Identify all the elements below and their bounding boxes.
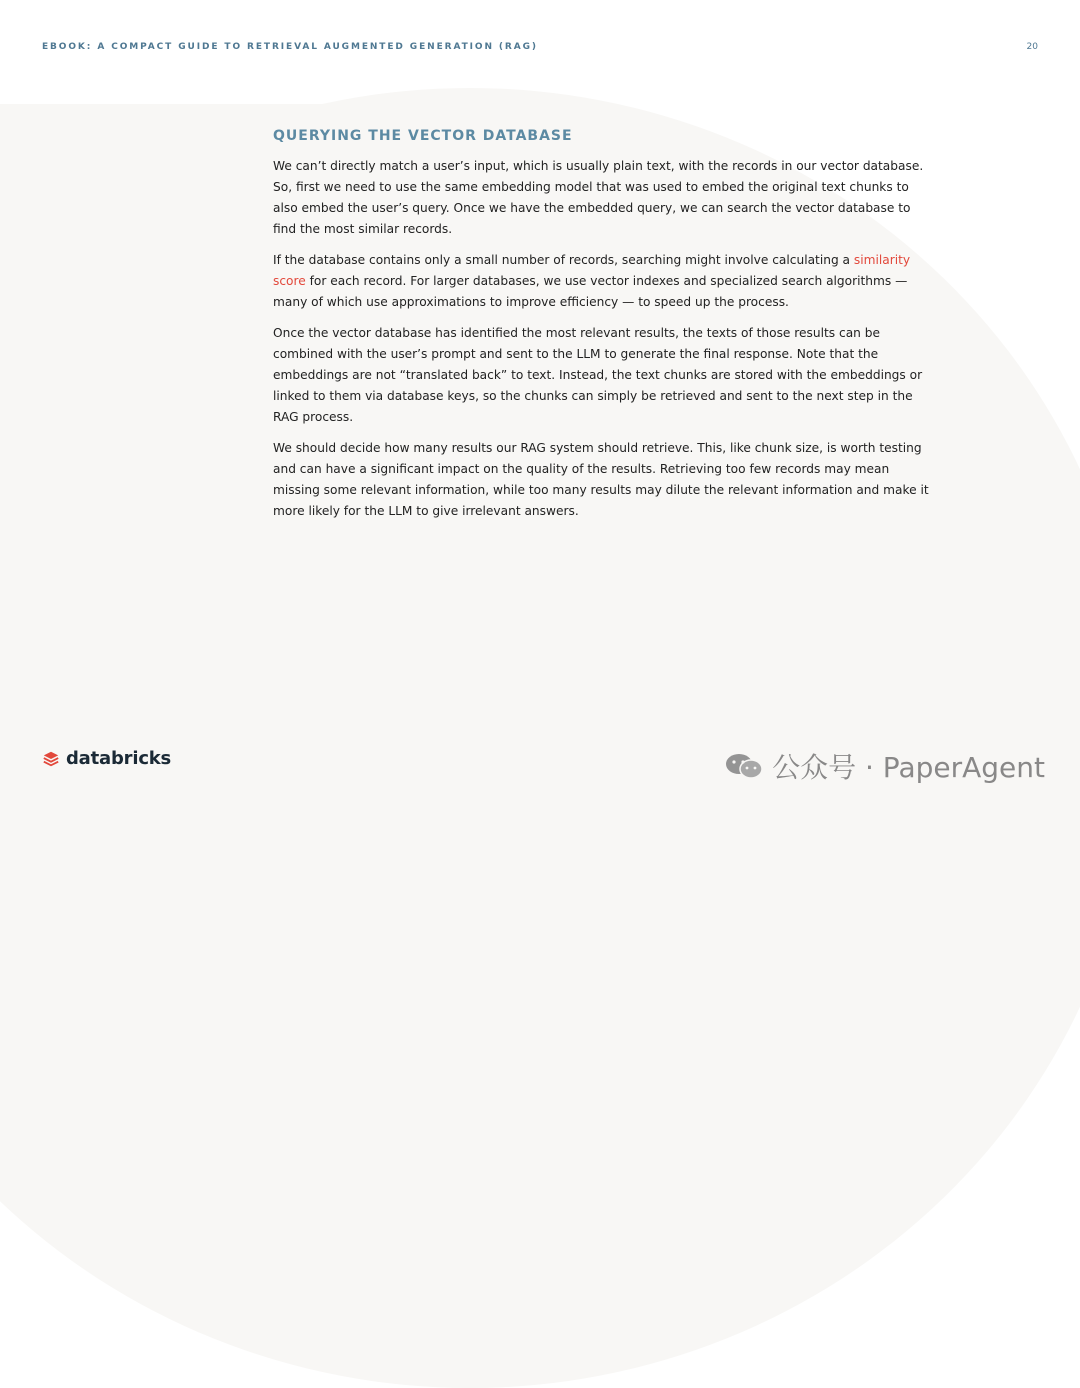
paragraph-4: We should decide how many results our RAG system should retrieve. This, like chunk size, is worth testing and can have a significant impact on the quality of the results. Retrieving too few records may mean missing some relevant information, while too many results may dilute the relevant information and make it more likely for the LLM to give irrelevant answers. (273, 441, 929, 518)
logo-text: databricks (66, 748, 172, 769)
similarity-score-link[interactable]: similarity score (273, 253, 911, 288)
section-title: QUERYING THE VECTOR DATABASE (273, 128, 573, 144)
paragraph-2 (273, 250, 933, 313)
paragraph-3: Once the vector database has identified the most relevant results, the texts of those results can be combined with the user’s prompt and sent to the LLM to generate the final response. Note that the embeddings are not “translated back” to text. Instead, the text chunks are stored with the embeddings or linked to them via database keys, so the chunks can simply be retrieved and sent to the next step in the RAG process. (273, 326, 923, 424)
paragraph-1: We can’t directly match a user’s input, which is usually plain text, with the records in our vector database. So, first we need to use the same embedding model that was used to embed the original text chunks to also embed the user’s query. Once we have the embedded query, we can search the vector database to find the most similar records. (273, 159, 924, 236)
paragraph-2-text-after: for each record. For larger databases, we use vector indexes and specialized search algorithms — many of which use approximations to improve efficiency — to speed up the process. (273, 274, 908, 309)
watermark-text: 公众号 · PaperAgent (772, 751, 1045, 784)
watermark (724, 746, 1045, 786)
paragraph-2-text-before: If the database contains only a small number of records, searching might involve calculating a (273, 253, 854, 267)
wechat-icon (724, 751, 766, 781)
databricks-logo (42, 748, 171, 769)
main-content (273, 128, 933, 532)
page-number: 20 (1026, 42, 1038, 52)
databricks-logo-icon (42, 750, 60, 768)
ebook-header: EBOOK: A COMPACT GUIDE TO RETRIEVAL AUGMENTED GENERATION (RAG) (42, 42, 538, 52)
